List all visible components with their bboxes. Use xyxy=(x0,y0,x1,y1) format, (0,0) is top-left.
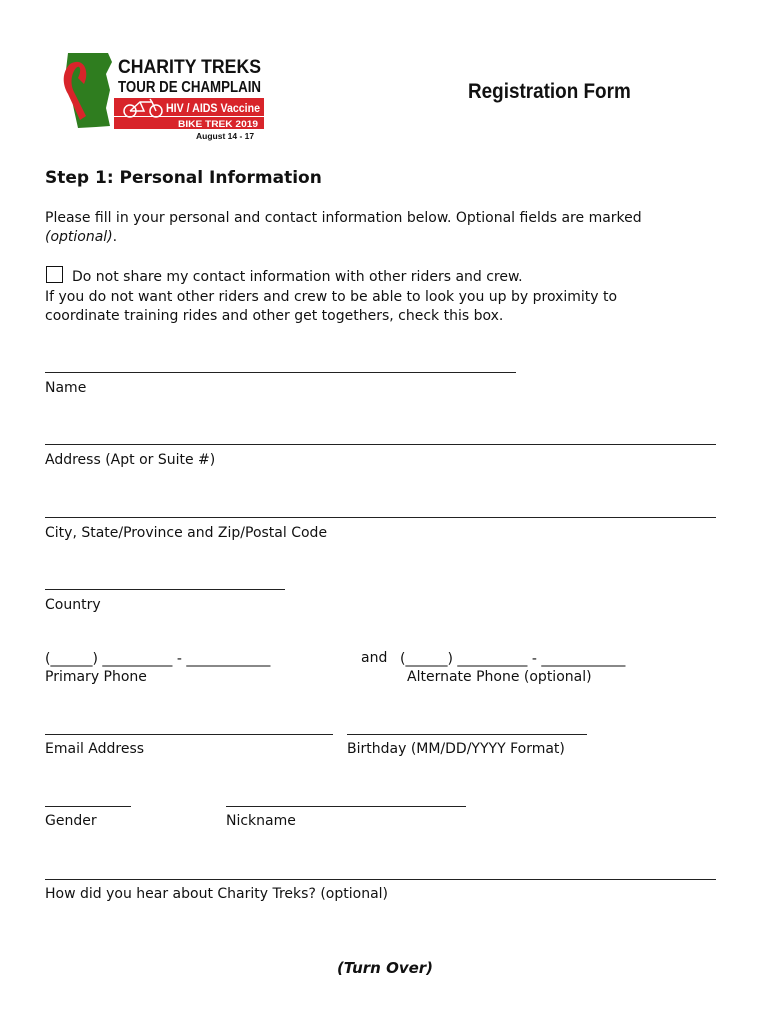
address-field[interactable] xyxy=(45,444,716,445)
logo-line1: CHARITY TREKS xyxy=(118,57,261,78)
nickname-field[interactable] xyxy=(226,806,466,807)
optional-marker: (optional) xyxy=(45,228,113,245)
logo-dates: August 14 - 17 xyxy=(196,131,255,141)
share-contact-help xyxy=(45,288,617,325)
phone-connector: and xyxy=(361,650,388,666)
intro-line1: Please fill in your personal and contact information below. Optional fields are marked xyxy=(45,210,642,226)
primary-phone-label: Primary Phone xyxy=(45,669,147,685)
country-label: Country xyxy=(45,597,101,613)
intro-end: . xyxy=(112,228,118,245)
form-title: Registration Form xyxy=(468,80,631,103)
address-label: Address (Apt or Suite #) xyxy=(45,452,216,468)
city-field[interactable] xyxy=(45,517,716,518)
step-title: Step 1: Personal Information xyxy=(45,168,322,188)
logo-line3: BIKE TREK 2019 xyxy=(178,119,258,130)
gender-label: Gender xyxy=(45,813,97,829)
primary-phone-field[interactable]: (______) __________ - ____________ xyxy=(45,651,271,667)
share-contact-label: Do not share my contact information with other riders and crew. xyxy=(72,269,523,285)
intro-text xyxy=(45,209,642,246)
birthday-label: Birthday (MM/DD/YYYY Format) xyxy=(347,741,565,757)
email-field[interactable] xyxy=(45,734,333,735)
nickname-label: Nickname xyxy=(226,813,296,829)
country-field[interactable] xyxy=(45,589,285,590)
share-help-line1: If you do not want other riders and crew to be able to look you up by proximity to xyxy=(45,289,618,305)
share-contact-checkbox[interactable] xyxy=(46,266,63,283)
city-label: City, State/Province and Zip/Postal Code xyxy=(45,525,328,541)
hear-about-label: How did you hear about Charity Treks? (optional) xyxy=(45,886,388,902)
charity-treks-logo xyxy=(56,50,266,142)
share-help-line2: coordinate training rides and other get togethers, check this box. xyxy=(45,307,504,324)
hear-about-field[interactable] xyxy=(45,879,716,880)
name-field[interactable] xyxy=(45,372,516,373)
birthday-field[interactable] xyxy=(347,734,587,735)
gender-field[interactable] xyxy=(45,806,131,807)
logo-line2: TOUR DE CHAMPLAIN xyxy=(118,79,261,96)
logo-banner: HIV / AIDS Vaccine xyxy=(166,101,261,115)
alternate-phone-field[interactable]: (______) __________ - ____________ xyxy=(400,651,626,667)
turn-over-note: (Turn Over) xyxy=(336,959,434,977)
email-label: Email Address xyxy=(45,741,145,757)
name-label: Name xyxy=(45,380,87,396)
alternate-phone-label: Alternate Phone (optional) xyxy=(407,669,592,685)
